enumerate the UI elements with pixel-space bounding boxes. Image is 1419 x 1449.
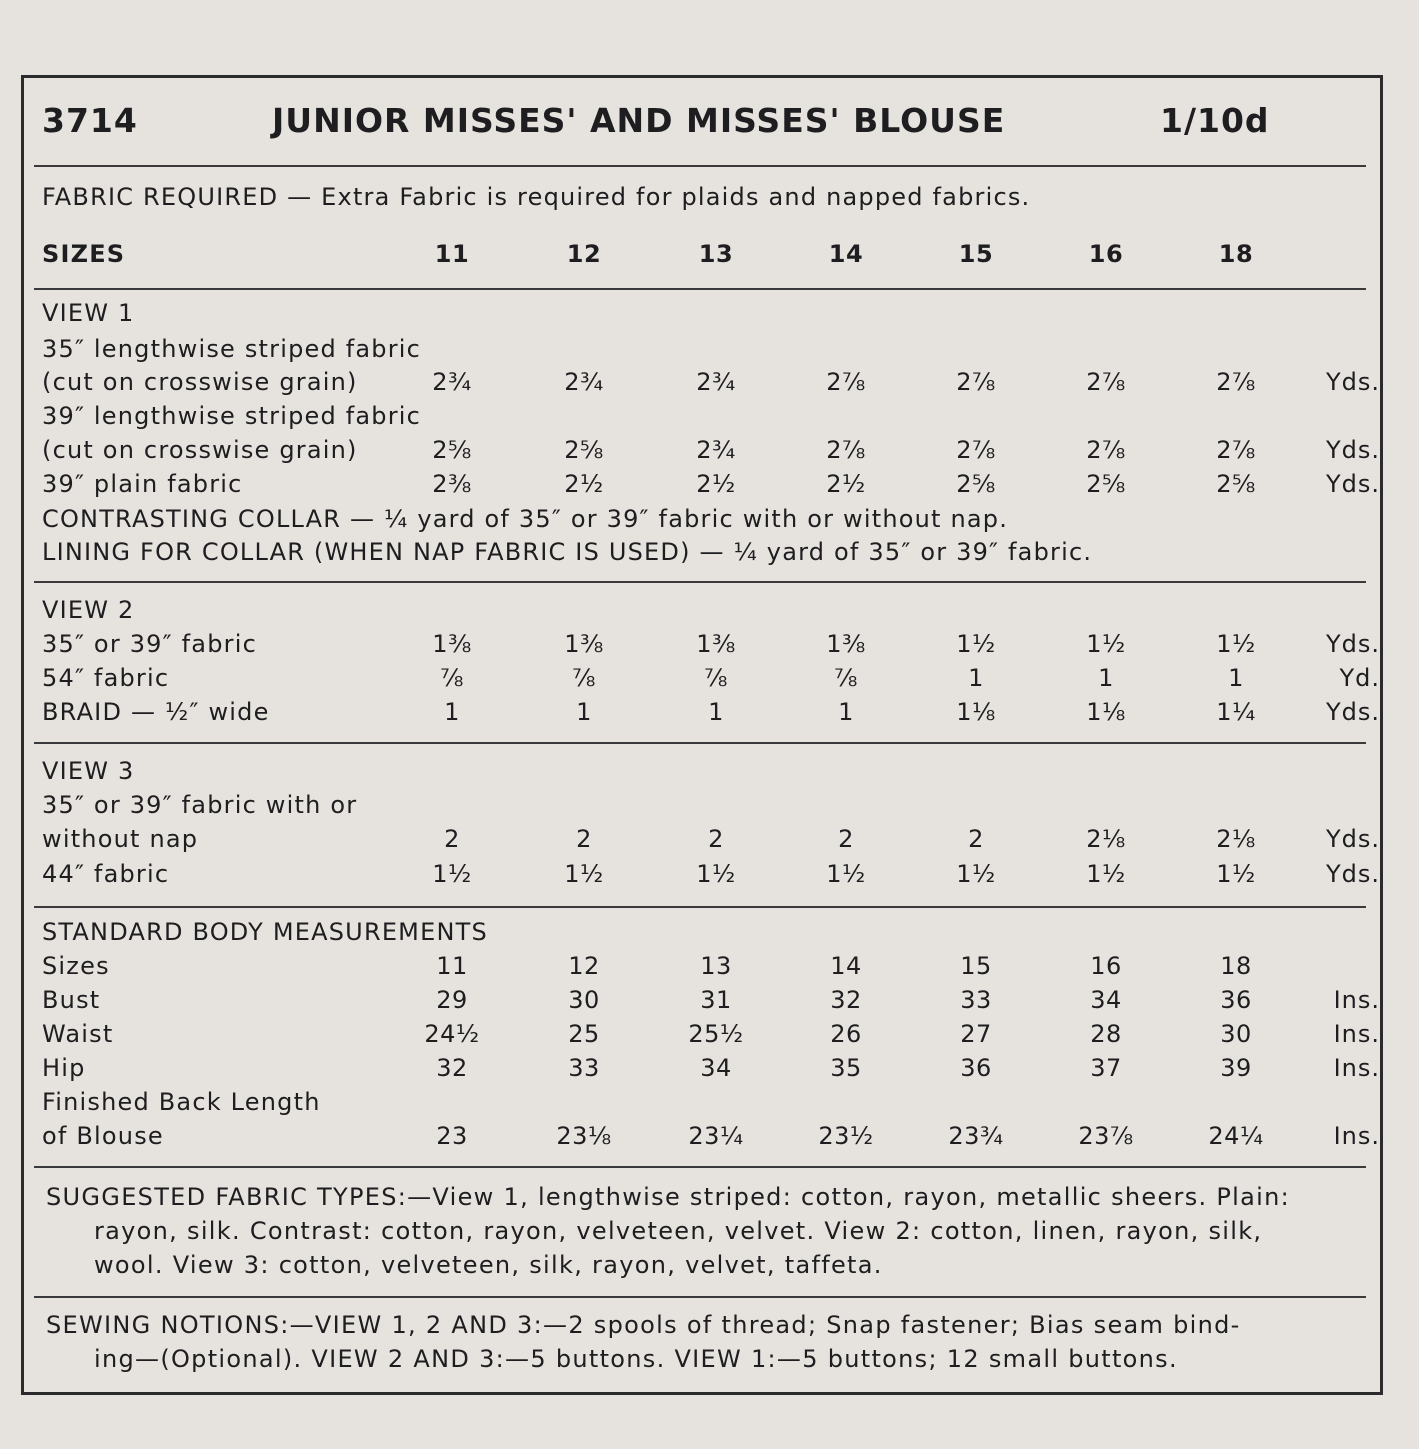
- size-col-0-value: 2: [444, 825, 460, 853]
- size-col-3-value: 2⅞: [826, 368, 866, 396]
- size-col-4-value: 15: [958, 240, 994, 268]
- size-col-4-value: 1½: [956, 860, 996, 888]
- divider: [34, 1296, 1366, 1298]
- size-col-4-value: 2⅞: [956, 436, 996, 464]
- sizes-label: SIZES: [42, 240, 126, 268]
- size-col-1-value: 12: [566, 240, 602, 268]
- size-col-5-value: 23⅞: [1078, 1122, 1134, 1150]
- unit: Ins.: [1333, 986, 1380, 1014]
- size-col-6-value: 2⅞: [1216, 368, 1256, 396]
- size-col-6-value: 1: [1228, 664, 1244, 692]
- sewing-notions-line2: ing—(Optional). VIEW 2 AND 3:—5 buttons. VIEW 1:—5 buttons; 12 small buttons.: [94, 1345, 1178, 1373]
- hip-row: [0, 1054, 1419, 1088]
- view2-row3-label: BRAID — ½″ wide: [42, 698, 270, 726]
- bust-row: [0, 986, 1419, 1020]
- size-col-1-value: 30: [568, 986, 600, 1014]
- size-col-5-value: 1⅛: [1086, 698, 1126, 726]
- view1-row1: [0, 368, 1419, 402]
- size-col-4-value: 15: [960, 952, 992, 980]
- unit: Yds.: [1325, 630, 1380, 658]
- size-col-2-value: 1⅜: [696, 630, 736, 658]
- view1-title: VIEW 1: [42, 299, 135, 327]
- size-col-1-value: 2⅝: [564, 436, 604, 464]
- size-col-5-value: 2⅛: [1086, 825, 1126, 853]
- size-col-1-value: 2: [576, 825, 592, 853]
- fabric-required-note: FABRIC REQUIRED — Extra Fabric is required for plaids and napped fabrics.: [42, 183, 1031, 211]
- size-col-4-value: 33: [960, 986, 992, 1014]
- waist-label: Waist: [42, 1020, 114, 1048]
- size-col-6-value: 2⅝: [1216, 470, 1256, 498]
- measurements-sizes-row: [0, 952, 1419, 986]
- size-col-5-value: 34: [1090, 986, 1122, 1014]
- measurements-sizes-label: Sizes: [42, 952, 110, 980]
- suggested-fabric-line2: rayon, silk. Contrast: cotton, rayon, velveteen, velvet. View 2: cotton, linen, rayon, silk,: [94, 1217, 1263, 1245]
- size-col-3-value: 2⅞: [826, 436, 866, 464]
- view3-row1: [0, 825, 1419, 859]
- size-col-0-value: ⅞: [440, 664, 464, 692]
- size-col-0-value: 11: [436, 952, 468, 980]
- size-col-0-value: 2¾: [432, 368, 472, 396]
- waist-row: [0, 1020, 1419, 1054]
- size-col-2-value: 31: [700, 986, 732, 1014]
- size-col-6-value: 1½: [1216, 630, 1256, 658]
- size-col-5-value: 1½: [1086, 860, 1126, 888]
- view1-row1-label: 35″ lengthwise striped fabric: [42, 335, 422, 363]
- view1-row3: [0, 470, 1419, 504]
- size-col-5-value: 1: [1098, 664, 1114, 692]
- size-col-4-value: 2: [968, 825, 984, 853]
- size-col-0-value: 1⅜: [432, 630, 472, 658]
- size-col-0-value: 2⅜: [432, 470, 472, 498]
- divider: [34, 1166, 1366, 1168]
- size-col-3-value: 2: [838, 825, 854, 853]
- size-col-4-value: 2⅞: [956, 368, 996, 396]
- size-col-6-value: 2⅛: [1216, 825, 1256, 853]
- size-col-3-value: 1: [838, 698, 854, 726]
- unit: Yds.: [1325, 860, 1380, 888]
- size-col-1-value: ⅞: [572, 664, 596, 692]
- sewing-notions-line1: SEWING NOTIONS:—VIEW 1, 2 AND 3:—2 spools of thread; Snap fastener; Bias seam bind-: [46, 1311, 1241, 1339]
- size-col-3-value: 35: [830, 1054, 862, 1082]
- unit: Ins.: [1333, 1122, 1380, 1150]
- view2-row3: [0, 698, 1419, 732]
- view2-row1: [0, 630, 1419, 664]
- unit: Yds.: [1325, 698, 1380, 726]
- size-col-2-value: 13: [698, 240, 734, 268]
- size-col-3-value: 14: [830, 952, 862, 980]
- size-col-6-value: 2⅞: [1216, 436, 1256, 464]
- divider: [34, 165, 1366, 167]
- size-col-3-value: ⅞: [834, 664, 858, 692]
- size-col-1-value: 1⅜: [564, 630, 604, 658]
- size-col-1-value: 2½: [564, 470, 604, 498]
- size-col-2-value: 1½: [696, 860, 736, 888]
- hip-label: Hip: [42, 1054, 86, 1082]
- divider: [34, 906, 1366, 908]
- back-length-row: [0, 1122, 1419, 1156]
- unit: Ins.: [1333, 1054, 1380, 1082]
- view1-row2-label: 39″ lengthwise striped fabric: [42, 402, 422, 430]
- unit: Yds.: [1325, 368, 1380, 396]
- back-length-label: Finished Back Length: [42, 1088, 321, 1116]
- size-col-2-value: 25½: [688, 1020, 744, 1048]
- size-col-0-value: 1½: [432, 860, 472, 888]
- size-col-6-value: 18: [1218, 240, 1254, 268]
- suggested-fabric-line3: wool. View 3: cotton, velveteen, silk, rayon, velvet, taffeta.: [94, 1251, 883, 1279]
- view2-row1-label: 35″ or 39″ fabric: [42, 630, 257, 658]
- size-col-0-value: 32: [436, 1054, 468, 1082]
- suggested-fabric-line1: SUGGESTED FABRIC TYPES:—View 1, lengthwise striped: cotton, rayon, metallic sheers. Plain:: [46, 1183, 1290, 1211]
- view1-row3-label: 39″ plain fabric: [42, 470, 243, 498]
- size-col-2-value: 13: [700, 952, 732, 980]
- size-col-0-value: 23: [436, 1122, 468, 1150]
- size-col-5-value: 1½: [1086, 630, 1126, 658]
- size-col-2-value: 2: [708, 825, 724, 853]
- divider: [34, 288, 1366, 290]
- size-col-2-value: 1: [708, 698, 724, 726]
- measurements-title: STANDARD BODY MEASUREMENTS: [42, 918, 488, 946]
- size-col-6-value: 1½: [1216, 860, 1256, 888]
- size-col-1-value: 1½: [564, 860, 604, 888]
- size-col-5-value: 2⅞: [1086, 368, 1126, 396]
- size-col-3-value: 1⅜: [826, 630, 866, 658]
- size-col-4-value: 23¾: [948, 1122, 1004, 1150]
- size-col-4-value: 1: [968, 664, 984, 692]
- pattern-title: JUNIOR MISSES' AND MISSES' BLOUSE: [272, 101, 1006, 140]
- size-col-0-value: 1: [444, 698, 460, 726]
- size-col-3-value: 26: [830, 1020, 862, 1048]
- size-col-1-value: 25: [568, 1020, 600, 1048]
- bust-label: Bust: [42, 986, 101, 1014]
- unit: Yds.: [1325, 470, 1380, 498]
- view3-title: VIEW 3: [42, 757, 135, 785]
- size-col-3-value: 2½: [826, 470, 866, 498]
- view1-row2: [0, 436, 1419, 470]
- size-col-6-value: 18: [1220, 952, 1252, 980]
- size-col-6-value: 1¼: [1216, 698, 1256, 726]
- size-col-2-value: ⅞: [704, 664, 728, 692]
- unit: Yds.: [1325, 436, 1380, 464]
- size-col-5-value: 28: [1090, 1020, 1122, 1048]
- size-col-5-value: 2⅞: [1086, 436, 1126, 464]
- size-col-4-value: 2⅝: [956, 470, 996, 498]
- size-col-0-value: 2⅝: [432, 436, 472, 464]
- size-col-3-value: 14: [828, 240, 864, 268]
- size-col-1-value: 1: [576, 698, 592, 726]
- view3-row1-label: 35″ or 39″ fabric with or: [42, 791, 358, 819]
- size-col-0-value: 24½: [424, 1020, 480, 1048]
- size-col-5-value: 2⅝: [1086, 470, 1126, 498]
- size-col-5-value: 37: [1090, 1054, 1122, 1082]
- size-col-4-value: 36: [960, 1054, 992, 1082]
- size-col-2-value: 23¼: [688, 1122, 744, 1150]
- view3-row1-label-b: without nap: [42, 825, 199, 853]
- pattern-number: 3714: [42, 101, 138, 140]
- size-col-0-value: 11: [434, 240, 470, 268]
- size-col-5-value: 16: [1088, 240, 1124, 268]
- size-col-3-value: 23½: [818, 1122, 874, 1150]
- unit: Yds.: [1325, 825, 1380, 853]
- size-col-0-value: 29: [436, 986, 468, 1014]
- view2-row2-label: 54″ fabric: [42, 664, 170, 692]
- size-col-4-value: 1⅛: [956, 698, 996, 726]
- size-col-4-value: 1½: [956, 630, 996, 658]
- unit: Ins.: [1333, 1020, 1380, 1048]
- size-col-5-value: 16: [1090, 952, 1122, 980]
- contrasting-collar-note: CONTRASTING COLLAR — ¼ yard of 35″ or 39″ fabric with or without nap.: [42, 505, 1009, 533]
- divider: [34, 581, 1366, 583]
- lining-collar-note: LINING FOR COLLAR (WHEN NAP FABRIC IS USED) — ¼ yard of 35″ or 39″ fabric.: [42, 538, 1093, 566]
- size-col-1-value: 12: [568, 952, 600, 980]
- size-col-2-value: 2½: [696, 470, 736, 498]
- size-col-4-value: 27: [960, 1020, 992, 1048]
- unit: Yd.: [1339, 664, 1380, 692]
- size-col-2-value: 2¾: [696, 368, 736, 396]
- size-col-2-value: 34: [700, 1054, 732, 1082]
- view3-row2-label: 44″ fabric: [42, 860, 170, 888]
- size-col-2-value: 2¾: [696, 436, 736, 464]
- size-col-3-value: 1½: [826, 860, 866, 888]
- view1-row2-label-b: (cut on crosswise grain): [42, 436, 358, 464]
- size-col-3-value: 32: [830, 986, 862, 1014]
- size-col-6-value: 24¼: [1208, 1122, 1264, 1150]
- size-col-1-value: 23⅛: [556, 1122, 612, 1150]
- back-length-label-b: of Blouse: [42, 1122, 164, 1150]
- size-col-6-value: 30: [1220, 1020, 1252, 1048]
- pattern-price: 1/10d: [1160, 101, 1270, 140]
- view1-row1-label-b: (cut on crosswise grain): [42, 368, 358, 396]
- divider: [34, 742, 1366, 744]
- size-col-1-value: 33: [568, 1054, 600, 1082]
- view2-row2: [0, 664, 1419, 698]
- view2-title: VIEW 2: [42, 596, 135, 624]
- size-col-6-value: 39: [1220, 1054, 1252, 1082]
- size-col-6-value: 36: [1220, 986, 1252, 1014]
- sizes-row: [0, 240, 1419, 274]
- view3-row2: [0, 860, 1419, 894]
- size-col-1-value: 2¾: [564, 368, 604, 396]
